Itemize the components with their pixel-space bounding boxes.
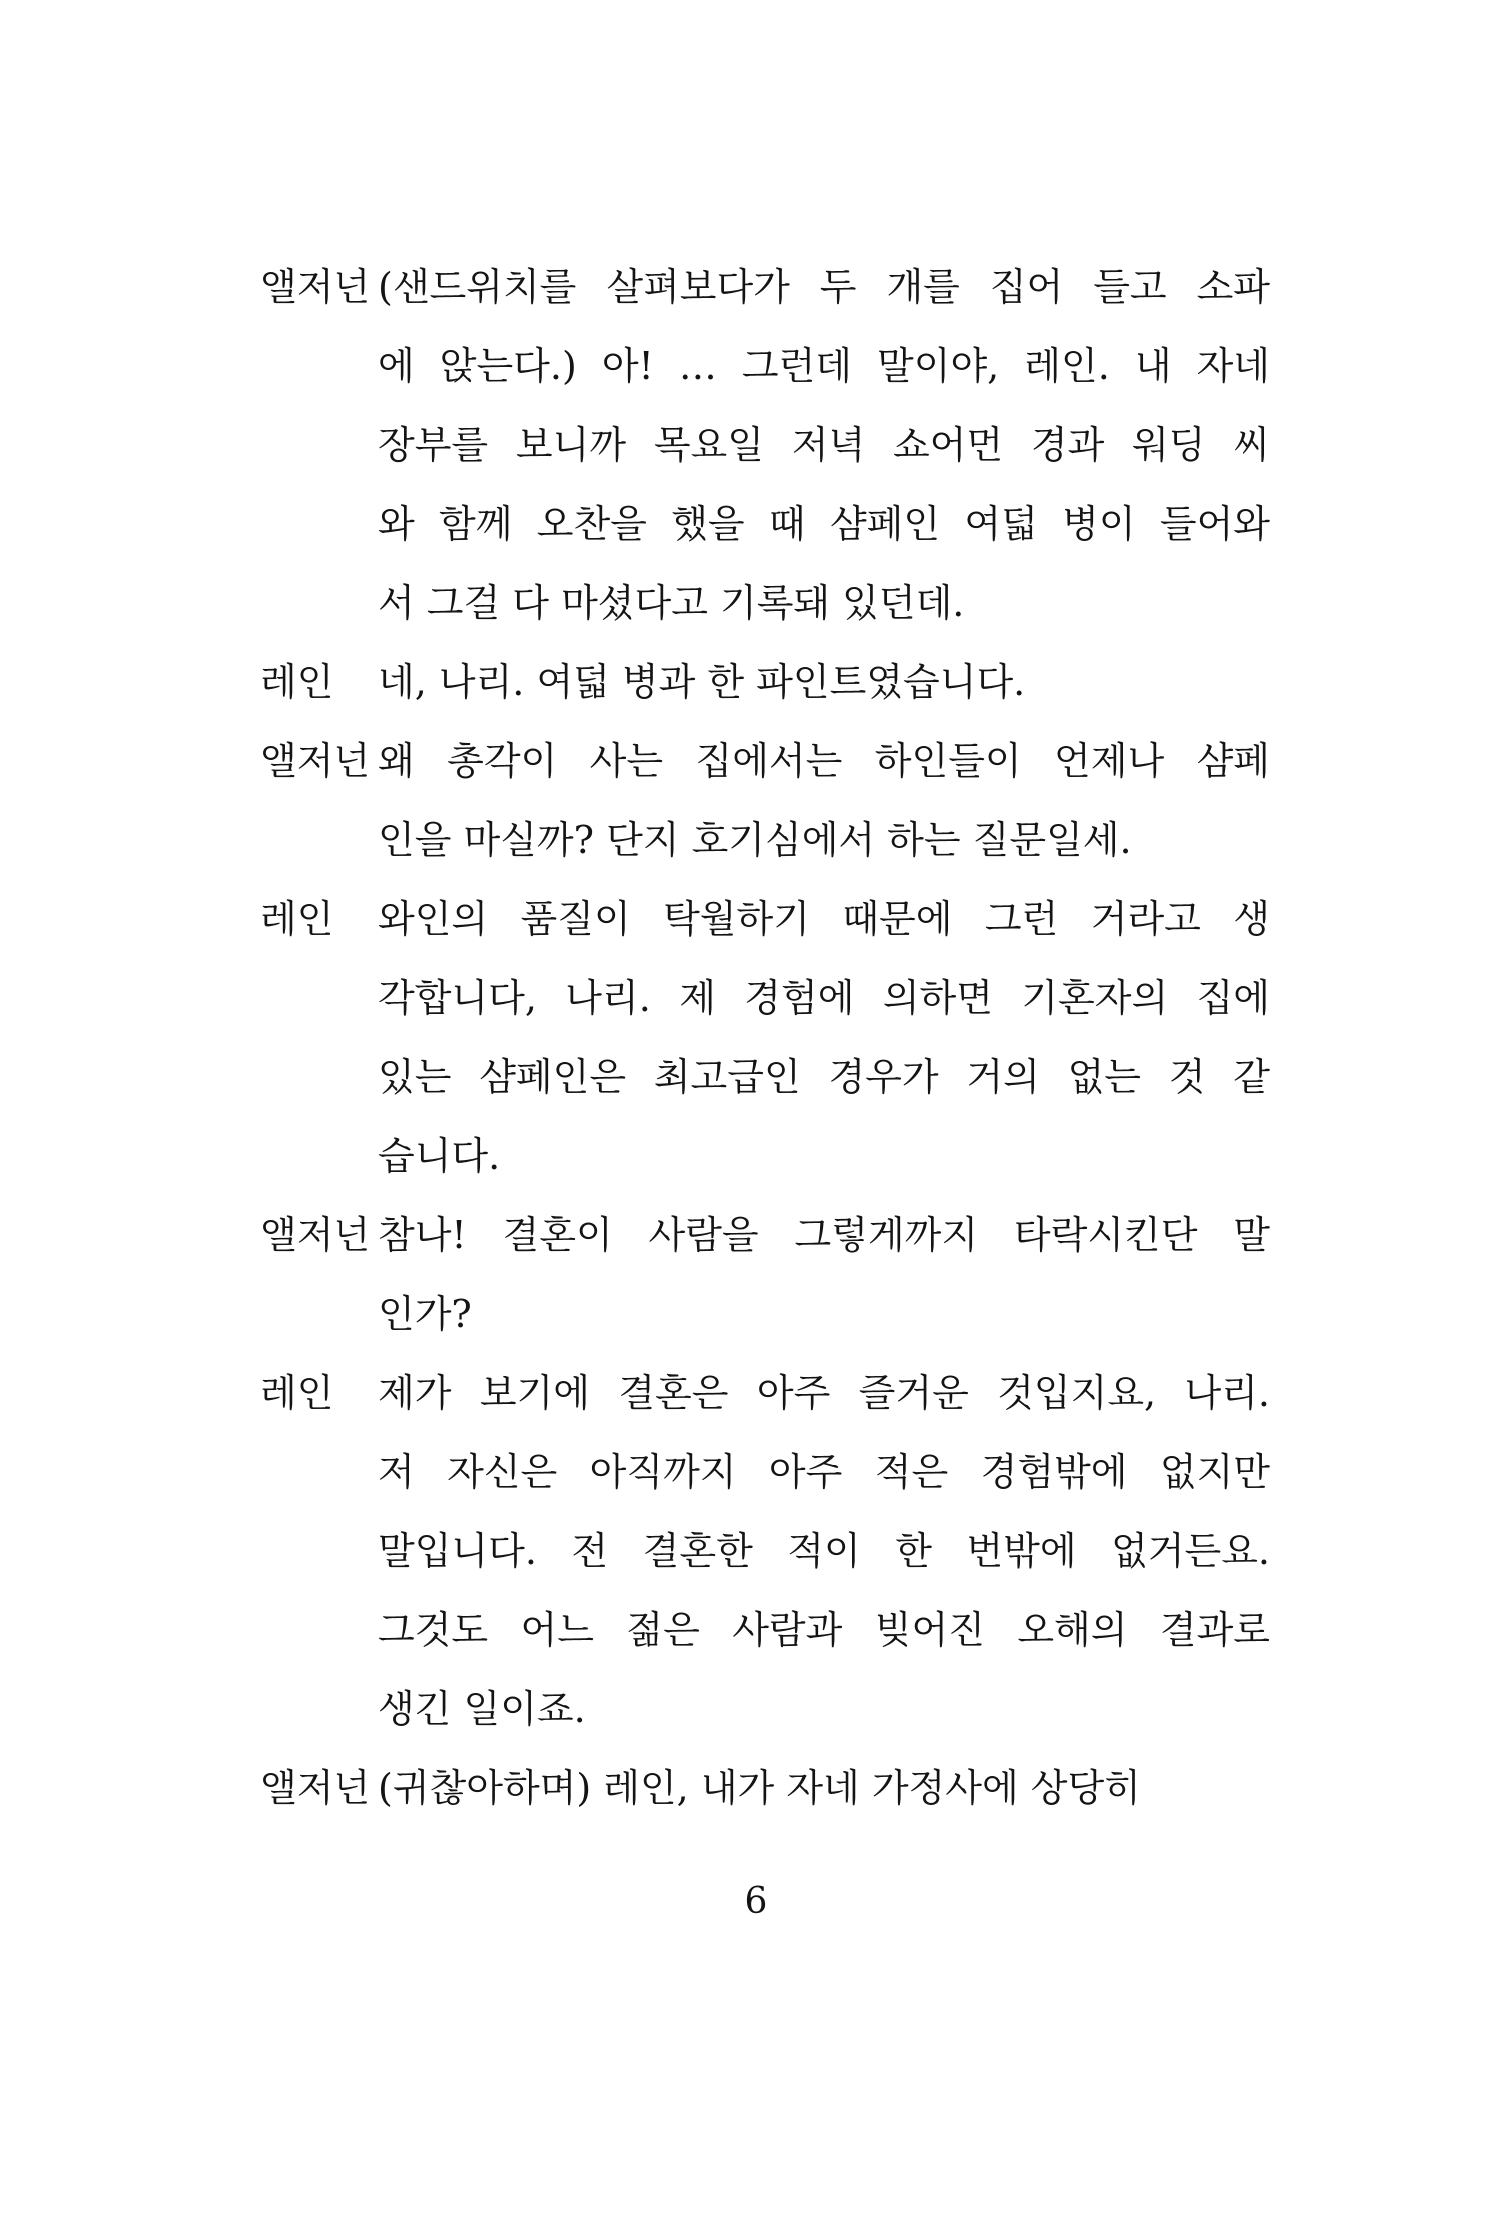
dialogue-line: 인가? [378,1292,472,1336]
dialogue-entry [260,880,1270,1196]
dialogue-line: 왜 총각이 사는 집에서는 하인들이 언제나 샴페 [378,739,1270,783]
dialogue-line: 서 그걸 다 마셨다고 기록돼 있던데. [378,581,965,625]
speaker-name: 앨저넌 [260,1766,371,1810]
dialogue-line: 저 자신은 아직까지 아주 적은 경험밖에 없지만 [378,1450,1270,1494]
speaker-name: 레인 [260,897,334,941]
dialogue-entry [260,1749,1270,1828]
dialogue-line: 각합니다, 나리. 제 경험에 의하면 기혼자의 집에 [378,976,1270,1020]
dialogue-entry [260,248,1270,643]
dialogue-text [378,1354,1270,1749]
dialogue-line: 제가 보기에 결혼은 아주 즐거운 것입지요, 나리. [378,1371,1270,1415]
dialogue-text [378,248,1270,643]
dialogue-line: 와인의 품질이 탁월하기 때문에 그런 거라고 생 [378,897,1270,941]
dialogue-line: 습니다. [378,1134,501,1178]
dialogue-line: 있는 샴페인은 최고급인 경우가 거의 없는 것 같 [378,1055,1270,1099]
dialogue-line: 생긴 일이죠. [378,1687,586,1731]
play-script-body [260,248,1270,1828]
dialogue-entry [260,1196,1270,1354]
dialogue-entry [260,1354,1270,1749]
dialogue-line: 참나! 결혼이 사람을 그렇게까지 타락시킨단 말 [378,1213,1270,1257]
dialogue-entry [260,643,1270,722]
dialogue-line: 네, 나리. 여덟 병과 한 파인트였습니다. [378,660,1026,704]
page-number: 6 [744,1881,768,1922]
dialogue-line: 인을 마실까? 단지 호기심에서 하는 질문일세. [378,818,1132,862]
dialogue-line: 에 앉는다.) 아! … 그런데 말이야, 레인. 내 자네 [378,344,1270,388]
dialogue-line: 그것도 어느 젊은 사람과 빚어진 오해의 결과로 [378,1608,1270,1652]
dialogue-entry [260,722,1270,880]
speaker-name: 레인 [260,1371,334,1415]
speaker-name: 앨저넌 [260,1213,371,1257]
dialogue-line: (샌드위치를 살펴보다가 두 개를 집어 들고 소파 [378,265,1270,309]
dialogue-text [378,880,1270,1196]
dialogue-line: 장부를 보니까 목요일 저녁 쇼어먼 경과 워딩 씨 [378,423,1270,467]
dialogue-line: (귀찮아하며) 레인, 내가 자네 가정사에 상당히 [378,1766,1141,1810]
dialogue-text [378,643,1270,722]
dialogue-text [378,1749,1270,1828]
dialogue-line: 와 함께 오찬을 했을 때 샴페인 여덟 병이 들어와 [378,502,1270,546]
dialogue-text [378,722,1270,880]
dialogue-line: 말입니다. 전 결혼한 적이 한 번밖에 없거든요. [378,1529,1270,1573]
speaker-name: 앨저넌 [260,739,371,783]
speaker-name: 레인 [260,660,334,704]
speaker-name: 앨저넌 [260,265,371,309]
dialogue-text [378,1196,1270,1354]
